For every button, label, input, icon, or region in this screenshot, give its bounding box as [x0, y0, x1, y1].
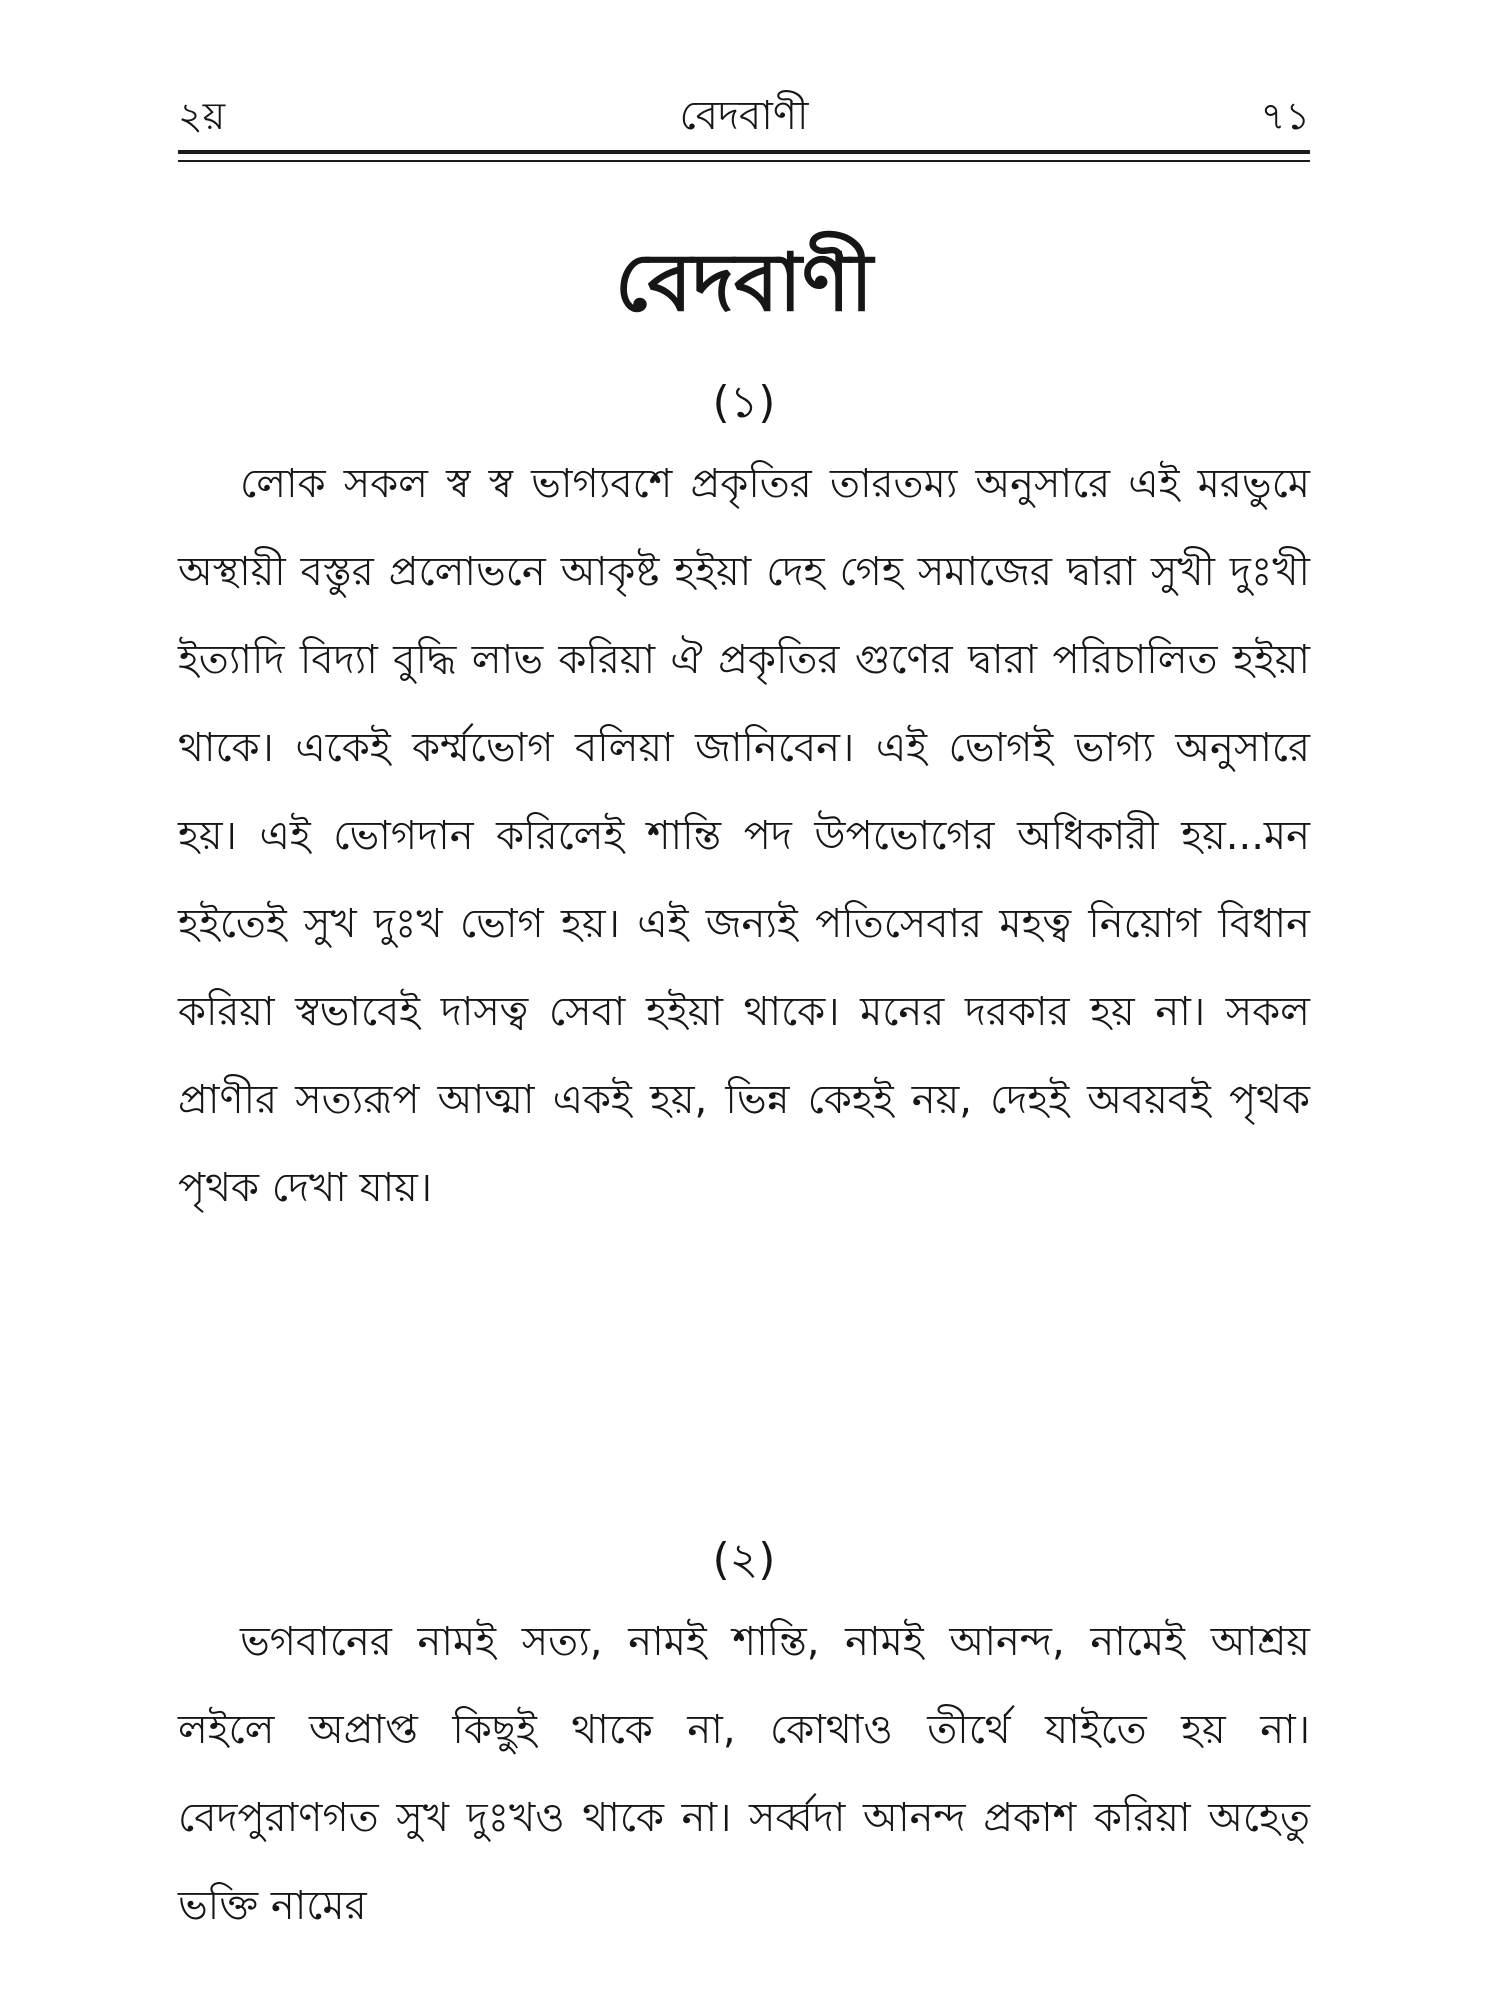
header-rule-thin	[178, 160, 1310, 162]
section-paragraph: লোক সকল স্ব স্ব ভাগ্যবশে প্রকৃতির তারতম্য অনুসারে এই মরভুমে অস্থায়ী বস্তুর প্রলোভনে আকৃষ্ট হইয়া দেহ গেহ সমাজের দ্বারা সুখী দুঃখী ইত্যাদি বিদ্যা বুদ্ধি লাভ করিয়া ঐ প্রকৃতির গুণের দ্বারা পরিচালিত হইয়া থাকে। একেই কর্ম্মভোগ বলিয়া জানিবেন। এই ভোগই ভাগ্য অনুসারে হয়। এই ভোগদান করিলেই শান্তি পদ উপভোগের অধিকারী হয়...মন হইতেই সুখ দুঃখ ভোগ হয়। এই জন্যই পতিসেবার মহত্ব নিয়োগ বিধান করিয়া স্বভাবেই দাসত্ব সেবা হইয়া থাকে। মনের দরকার হয় না। সকল প্রাণীর সত্যরূপ আত্মা একই হয়, ভিন্ন কেহই নয়, দেহই অবয়বই পৃথক পৃথক দেখা যায়।	[178, 461, 1310, 1211]
page-number: ৭১	[1260, 94, 1310, 138]
section-paragraph: ভগবানের নামই সত্য, নামই শান্তি, নামই আনন্দ, নামেই আশ্রয় লইলে অপ্রাপ্ত কিছুই থাকে না, কোথাও তীর্থে যাইতে হয় না। বেদপুরাণগত সুখ দুঃখও থাকে না। সর্ব্বদা আনন্দ প্রকাশ করিয়া অহেতু ভক্তি নামের	[178, 1619, 1310, 1929]
header-rule-thick	[178, 150, 1310, 154]
section-number: (২)	[712, 1534, 776, 1585]
page-title: বেদবাণী	[615, 236, 873, 329]
section-number: (১)	[712, 377, 776, 428]
running-title: বেদবাণী	[679, 93, 809, 139]
running-header	[178, 88, 1310, 148]
chapter-label: ২য়	[178, 94, 226, 138]
